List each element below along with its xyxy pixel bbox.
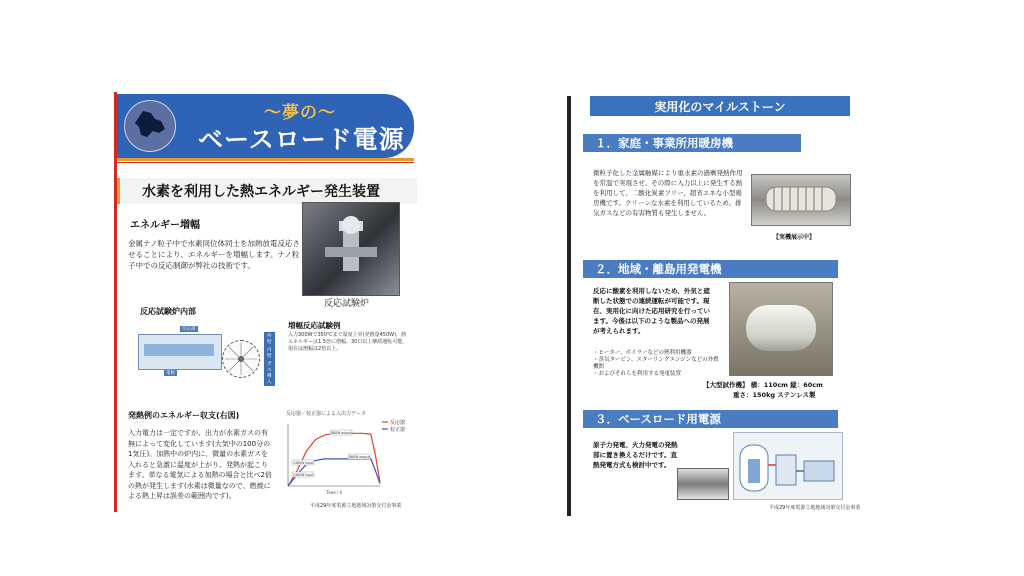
tag-inner-wall: 内壁 [264, 346, 275, 360]
tag-gas-inlet: ガス導入 [264, 360, 275, 386]
section1-title: １．家庭・事業所用暖房機 [583, 134, 801, 152]
legend-label: 反応器 [390, 420, 406, 426]
chart-title: 反応器／校正器による入出力データ [286, 411, 367, 417]
right-footer: 平成29年度電源立地地域対策交付金事業 [769, 505, 861, 511]
header-title: ベースロード電源 [198, 125, 405, 154]
hokkaido-map-icon [124, 100, 176, 152]
label-electrode: 電極 [166, 371, 175, 376]
x-axis-label: Time / h [326, 490, 343, 495]
left-poster-page [114, 92, 414, 512]
left-footer: 平成29年度電源立地地域対策交付金事業 [310, 503, 402, 509]
tag-outer-wall: 外壁 [264, 332, 275, 346]
power-plant-diagram [733, 432, 843, 500]
legend-label: 校正器 [390, 427, 406, 433]
annotation-label: 2480W Input [293, 473, 314, 477]
bullet-item: ・蒸気タービン、スターリングエンジンなどの外燃機関 [593, 357, 719, 370]
side-tags [264, 332, 274, 385]
chart-plot [274, 418, 414, 504]
section-heading-energy: エネルギー増幅 [130, 220, 200, 231]
generator-photo [729, 282, 833, 376]
reactor-core [144, 344, 214, 356]
photo-caption: 反応試験炉 [324, 299, 370, 309]
section1-caption: 【実機展示中】 [773, 234, 816, 241]
section-text-balance: 入力電力は一定ですが、出力が水素ガスの有無によって変化しています(大気中の100分の1気圧)。加熱中の炉内に、微量の水素ガスを入れると急激に温度が上がり、発熱が起こります。単なる電気による加熱の場合と比べ2倍の熱が発生します(水素は微量なので、燃焼による熱上昇は誤差の範囲内です)。 [128, 429, 272, 500]
section2-spec-weight: 重さ：150kg ステンレス製 [733, 391, 816, 399]
energy-balance-chart [274, 410, 414, 504]
reactor-photo [302, 202, 400, 296]
section2-bullets [593, 350, 723, 378]
right-poster-page [583, 92, 861, 512]
diagram-title: 反応試験炉内部 [140, 307, 196, 316]
series-line-0 [288, 433, 380, 486]
annotation-label: 2480W Input [293, 461, 314, 465]
section2-title: ２．地域・離島用発電機 [583, 260, 838, 278]
increase-heading: 増幅反応試験例 [288, 321, 341, 330]
page-divider [567, 96, 571, 516]
heat-unit-photo [677, 468, 729, 500]
section3-text: 原子力発電、火力発電の発熱部に置き換えるだけです。直熱発電方式も検討中です。 [593, 441, 678, 469]
increase-text: 入力300Wで350℃まで温度上昇(発熱量450W)。熱エネルギーは1.5倍に増幅。30日以上継続運転可能。現在は増幅は2倍以上。 [288, 332, 408, 352]
poster-subtitle: 水素を利用した熱エネルギー発生装置 [142, 184, 380, 200]
header-stripe-red [117, 162, 414, 163]
section-text-energy: 金属ナノ粒子中で水素同位体同士を加熱放電反応させることにより、エネルギーを増幅します。ナノ粒子中での反応制御が弊社の技術です。 [128, 239, 300, 270]
header-stripe [117, 158, 414, 161]
heater-photo [751, 174, 851, 226]
section3-title: ３．ベースロード用電源 [583, 410, 838, 428]
annotation-label: 880W output [349, 455, 370, 459]
bullet-item: ・およびそれらを利用する発電装置 [593, 371, 682, 377]
stainless-tank [746, 305, 816, 351]
section-heading-balance: 発熱例のエネルギー収支(右図) [128, 411, 240, 420]
reactor-end-view-diagram [222, 340, 260, 378]
bullet-item: ・ヒーター、ボイラーなどの熱利用機器 [593, 350, 692, 356]
annotation-label: 880W output [331, 431, 352, 435]
section1-text: 微粒子化した金属触媒により重水素の過剰発熱作用を常温で実現させ、その際に入力以上に発生する熱を利用して、二酸化炭素フリー、超省エネな小型暖房機です。クリーンな水素を利用しているため、排気ガスなどの有害物質も発生しません。 [593, 169, 743, 217]
section2-spec-size: 【大型試作機】 横：110cm 縦：60cm [703, 381, 823, 389]
section2-text: 反応に酸素を利用しないため、外気と遮断した状態での連続運転が可能です。現在、実用化に向けた応用研究を行っています。今後は以下のような製品への発展が考えられます。 [593, 287, 710, 335]
label-reaction-zone: 反応部 [182, 327, 196, 332]
header-subtitle: 〜夢の〜 [264, 103, 336, 123]
reactor-cross-section-diagram [124, 320, 232, 380]
milestone-title: 実用化のマイルストーン [654, 100, 786, 114]
